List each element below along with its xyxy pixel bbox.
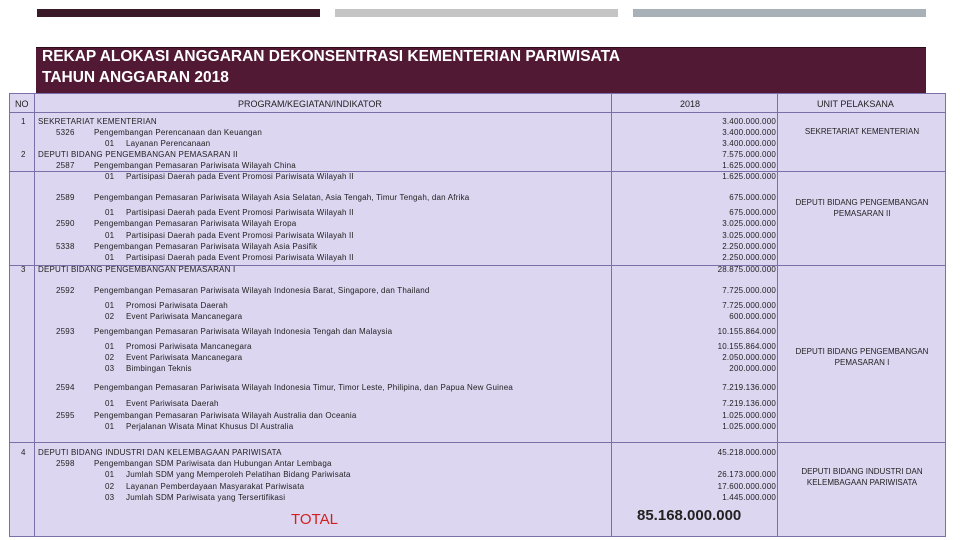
- row-description: Pengembangan Pemasaran Pariwisata Wilayah Asia Pasifik: [94, 242, 318, 251]
- row-description: Event Pariwisata Mancanegara: [126, 312, 243, 321]
- row-amount: 675.000.000: [729, 193, 776, 202]
- row-sub-code: 01: [105, 139, 115, 148]
- row-code: 5326: [56, 128, 75, 137]
- row-amount: 1.625.000.000: [722, 161, 776, 170]
- row-amount: 3.025.000.000: [722, 231, 776, 240]
- row-description: Promosi Pariwisata Daerah: [126, 301, 228, 310]
- row-sub-code: 02: [105, 312, 115, 321]
- row-code: 2587: [56, 161, 75, 170]
- row-code: 2598: [56, 459, 75, 468]
- row-number: 3: [21, 265, 26, 274]
- row-amount: 2.250.000.000: [722, 242, 776, 251]
- row-sub-code: 01: [105, 470, 115, 479]
- unit-4-line1: DEPUTI BIDANG INDUSTRI DAN: [801, 467, 923, 476]
- row-amount: 7.725.000.000: [722, 301, 776, 310]
- row-description: Pengembangan Pemasaran Pariwisata Wilayah Indonesia Tengah dan Malaysia: [94, 327, 393, 336]
- row-sub-code: 02: [105, 353, 115, 362]
- row-description: Jumlah SDM Pariwisata yang Tersertifikasi: [126, 493, 286, 502]
- row-code: 2589: [56, 193, 75, 202]
- row-description: Pengembangan Pemasaran Pariwisata Wilayah Asia Selatan, Asia Tengah, Timur Tengah, dan Afrika: [94, 193, 470, 202]
- total-value: 85.168.000.000: [637, 507, 742, 524]
- row-number: 2: [21, 150, 26, 159]
- row-description: Pengembangan Pemasaran Pariwisata Wilayah Indonesia Timur, Timor Leste, Philipina, dan Papua New Guinea: [94, 383, 514, 392]
- row-description: Pengembangan SDM Pariwisata dan Hubungan Antar Lembaga: [94, 459, 332, 468]
- unit-3-line1: DEPUTI BIDANG PENGEMBANGAN: [795, 347, 929, 356]
- row-sub-code: 01: [105, 253, 115, 262]
- unit-cell-1: [782, 126, 942, 137]
- top-bar-right: [633, 9, 926, 17]
- row-description: Pengembangan Pemasaran Pariwisata Wilayah Indonesia Barat, Singapore, dan Thailand: [94, 286, 430, 295]
- row-sub-code: 02: [105, 482, 115, 491]
- row-sub-code: 03: [105, 364, 115, 373]
- row-amount: 7.575.000.000: [722, 150, 776, 159]
- header-year: 2018: [680, 99, 701, 109]
- row-code: 2594: [56, 383, 75, 392]
- row-sub-code: 01: [105, 172, 115, 181]
- row-amount: 2.050.000.000: [722, 353, 776, 362]
- unit-3-line2: PEMASARAN I: [834, 358, 890, 367]
- row-sub-code: 01: [105, 301, 115, 310]
- top-bar-left: [37, 9, 320, 17]
- row-description: Perjalanan Wisata Minat Khusus DI Australia: [126, 422, 294, 431]
- row-description: Pengembangan Pemasaran Pariwisata Wilayah Australia dan Oceania: [94, 411, 357, 420]
- row-sub-code: 01: [105, 399, 115, 408]
- row-number: 4: [21, 448, 26, 457]
- row-amount: 45.218.000.000: [717, 448, 776, 457]
- row-amount: 1.445.000.000: [722, 493, 776, 502]
- row-description: SEKRETARIAT KEMENTERIAN: [38, 117, 157, 126]
- row-amount: 1.025.000.000: [722, 422, 776, 431]
- unit-cell-3: [782, 346, 942, 368]
- unit-2-line2: PEMASARAN II: [833, 209, 891, 218]
- row-description: Partisipasi Daerah pada Event Promosi Pariwisata Wilayah II: [126, 208, 354, 217]
- row-number: 1: [21, 117, 26, 126]
- row-amount: 17.600.000.000: [717, 482, 776, 491]
- row-description: Partisipasi Daerah pada Event Promosi Pariwisata Wilayah II: [126, 231, 354, 240]
- row-amount: 3.025.000.000: [722, 219, 776, 228]
- row-sub-code: 01: [105, 342, 115, 351]
- row-code: 2595: [56, 411, 75, 420]
- row-amount: 675.000.000: [729, 208, 776, 217]
- row-sub-code: 01: [105, 208, 115, 217]
- unit-cell-2: [782, 197, 942, 219]
- title-banner: [36, 47, 926, 93]
- row-description: Event Pariwisata Daerah: [126, 399, 219, 408]
- unit-cell-4: [782, 466, 942, 488]
- row-description: Bimbingan Teknis: [126, 364, 192, 373]
- title-line-1: REKAP ALOKASI ANGGARAN DEKONSENTRASI KEMENTERIAN PARIWISATA: [42, 48, 621, 65]
- row-amount: 1.625.000.000: [722, 172, 776, 181]
- row-amount: 3.400.000.000: [722, 139, 776, 148]
- row-description: Layanan Perencanaan: [126, 139, 211, 148]
- row-amount: 10.155.864.000: [717, 327, 776, 336]
- unit-2-line1: DEPUTI BIDANG PENGEMBANGAN: [795, 198, 929, 207]
- row-amount: 1.025.000.000: [722, 411, 776, 420]
- row-amount: 7.219.136.000: [722, 383, 776, 392]
- row-amount: 3.400.000.000: [722, 117, 776, 126]
- row-description: Jumlah SDM yang Memperoleh Pelatihan Bidang Pariwisata: [126, 470, 351, 479]
- row-description: DEPUTI BIDANG INDUSTRI DAN KELEMBAGAAN PARIWISATA: [38, 448, 282, 457]
- title-line-2: TAHUN ANGGARAN 2018: [42, 69, 229, 86]
- row-sub-code: 01: [105, 231, 115, 240]
- row-description: DEPUTI BIDANG PENGEMBANGAN PEMASARAN I: [38, 265, 236, 274]
- unit-4-line2: KELEMBAGAAN PARIWISATA: [806, 478, 918, 487]
- row-description: Pengembangan Pemasaran Pariwisata Wilayah China: [94, 161, 296, 170]
- row-amount: 7.219.136.000: [722, 399, 776, 408]
- row-description: Pengembangan Pemasaran Pariwisata Wilayah Eropa: [94, 219, 297, 228]
- header-unit: UNIT PELAKSANA: [817, 99, 894, 109]
- row-sub-code: 03: [105, 493, 115, 502]
- unit-1-line1: SEKRETARIAT KEMENTERIAN: [804, 127, 920, 136]
- row-amount: 7.725.000.000: [722, 286, 776, 295]
- row-description: Pengembangan Perencanaan dan Keuangan: [94, 128, 262, 137]
- row-amount: 10.155.864.000: [717, 342, 776, 351]
- row-amount: 28.875.000.000: [717, 265, 776, 274]
- top-bar-middle: [335, 9, 618, 17]
- header-program: PROGRAM/KEGIATAN/INDIKATOR: [238, 99, 382, 109]
- row-description: Event Pariwisata Mancanegara: [126, 353, 243, 362]
- row-code: 2590: [56, 219, 75, 228]
- row-description: DEPUTI BIDANG PENGEMBANGAN PEMASARAN II: [38, 150, 238, 159]
- row-description: Partisipasi Daerah pada Event Promosi Pariwisata Wilayah II: [126, 172, 354, 181]
- row-sub-code: 01: [105, 422, 115, 431]
- row-description: Promosi Pariwisata Mancanegara: [126, 342, 252, 351]
- row-amount: 600.000.000: [729, 312, 776, 321]
- row-code: 2593: [56, 327, 75, 336]
- header-no: NO: [15, 99, 29, 109]
- row-code: 2592: [56, 286, 75, 295]
- row-description: Layanan Pemberdayaan Masyarakat Pariwisata: [126, 482, 305, 491]
- budget-table: [9, 93, 946, 537]
- row-description: Partisipasi Daerah pada Event Promosi Pariwisata Wilayah II: [126, 253, 354, 262]
- row-amount: 2.250.000.000: [722, 253, 776, 262]
- row-code: 5338: [56, 242, 75, 251]
- row-amount: 200.000.000: [729, 364, 776, 373]
- row-amount: 26.173.000.000: [717, 470, 776, 479]
- row-amount: 3.400.000.000: [722, 128, 776, 137]
- total-label: TOTAL: [291, 511, 338, 528]
